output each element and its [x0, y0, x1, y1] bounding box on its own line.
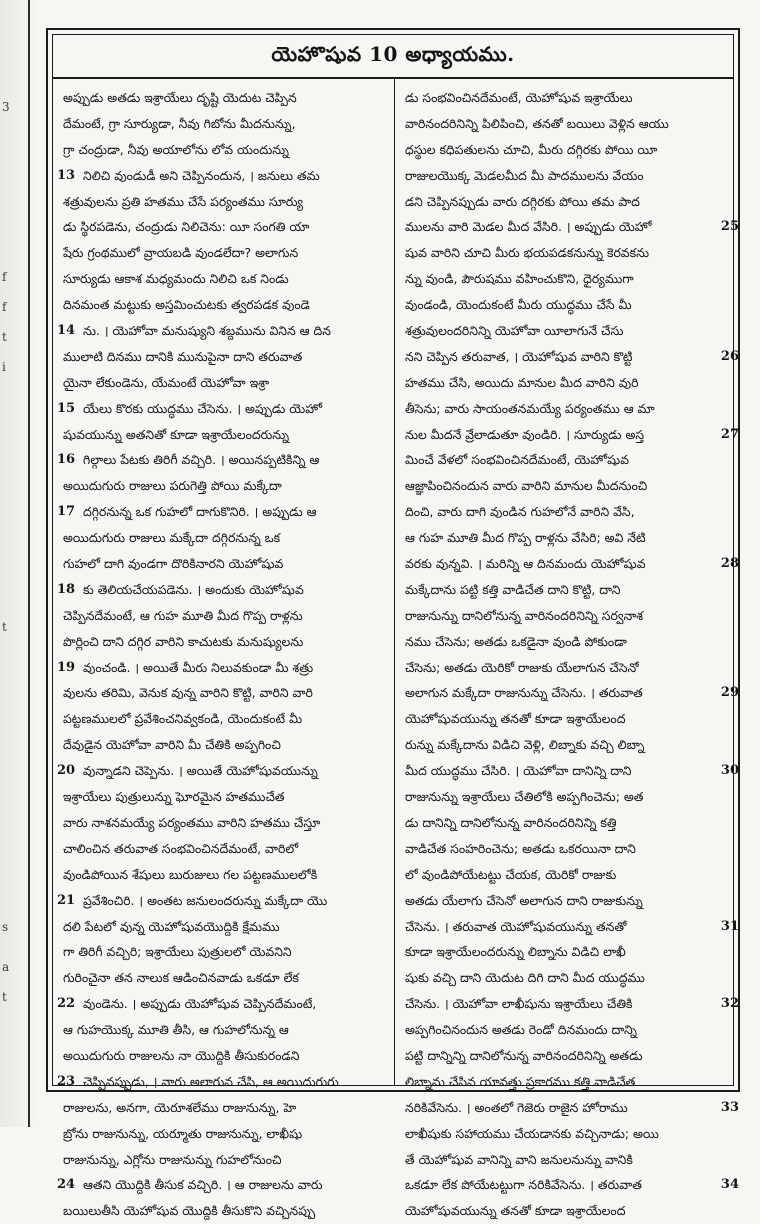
- column-divider: [394, 79, 395, 1085]
- text-line: [405, 965, 725, 991]
- line-text: డు సంభవించినదేమంటే, యెహోషువ ఇశ్రాయేలు: [405, 90, 633, 105]
- line-text: డు దానిన్ని దానిలోనున్న వారినందరినిన్ని కత్తి: [405, 814, 617, 830]
- line-text: చేసెను. । తరువాత యెహోషువయున్ను తనతో: [405, 918, 627, 934]
- line-text: తే యెహోషువ వానిన్ని వాని జనులనున్ను వానికి: [405, 1151, 633, 1167]
- gutter-mark: f: [2, 300, 7, 314]
- line-text: నని చెప్పిన తరువాత, । యెహోషువ వారిని కొట్టి: [405, 348, 633, 364]
- line-text: గా తిరిగీ వచ్చిరి; ఇశ్రాయేలు పుత్రులలో యెవనిని: [63, 944, 292, 960]
- text-line: [405, 732, 725, 758]
- text-line: [63, 1147, 383, 1173]
- line-text: డు స్థిరపడెను, చంద్రుడు నిలిచెను: యీ సంగతి యా: [63, 219, 310, 235]
- line-text: ఇశ్రాయేలు పుత్రులున్ను ఘోరమైన హతముచేత: [63, 789, 285, 805]
- gutter-mark: 3: [2, 100, 10, 114]
- text-line: [405, 447, 725, 473]
- text-line: [405, 914, 739, 940]
- text-line: [405, 784, 725, 810]
- text-line: [405, 163, 725, 189]
- line-text: దేమంటే, గ్రా సూర్యుడా, నీవు గిబోను మీదనున్ను,: [63, 115, 296, 131]
- line-text: వుండెను. । అప్పుడు యెహోషువ చెప్పినదేమంటే,: [83, 996, 317, 1012]
- text-line: [405, 1198, 725, 1224]
- line-text: వుండిపోయిన శేషులు బురుజులు గల పట్టణములలోకి: [63, 866, 318, 882]
- line-text: ఆతని యొద్దికి తీసుక వచ్చిరి. । ఆ రాజులను వారు: [83, 1177, 323, 1193]
- line-text: తీసెను; వారు సాయంతనమయ్యే పర్యంతము ఆ మా: [405, 400, 655, 416]
- line-text: వారినందరినిన్ని పిలిపించి, తనతో బయిలు వెళ్లిన ఆయు: [405, 115, 669, 131]
- verse-number: 24: [57, 1177, 76, 1193]
- line-text: ను. । యెహోవా మనుష్యుని శబ్దమును వినిన ఆ దిన: [83, 323, 331, 339]
- text-line: [405, 1121, 725, 1147]
- line-text: దలి పేటలో వున్న యెహోషువయొద్దికి క్షేమము: [63, 918, 280, 934]
- line-text: లో వుండిపోయేటట్టు చేయక, యెరికో రాజుకు: [405, 866, 617, 882]
- line-text: దినమంత మట్టుకు అస్తమించుటకు త్వరపడక వుండె: [63, 297, 310, 313]
- text-line: [63, 189, 383, 215]
- gutter-mark: i: [2, 360, 6, 374]
- line-text: ప్రవేశించిరి. । అంతట జనులందరున్ను మక్కేదా యొ: [83, 892, 328, 908]
- text-line: [63, 525, 383, 551]
- text-line: [63, 370, 383, 396]
- line-text: చాలించిన తరువాత సంభవించినదేమంటే, వారిలో: [63, 840, 299, 856]
- text-line: [405, 344, 739, 370]
- line-text: మక్కేదాను పట్టి కత్తి వాడిచేత దాని కొట్టి, దాని: [405, 581, 621, 597]
- text-line: [57, 499, 383, 525]
- line-text: రాజునున్ను దానిలోనున్న వారినందరినిన్ని సర్వనాశ: [405, 607, 644, 623]
- gutter-mark: t: [2, 620, 7, 634]
- text-line: [405, 85, 725, 111]
- text-line: [63, 1121, 383, 1147]
- text-line: [405, 137, 725, 163]
- text-line: [405, 240, 725, 266]
- text-line: [63, 1017, 383, 1043]
- line-text: అప్పుడు అతడు ఇశ్రాయేలు దృష్టి యెదుట చెప్పిన: [63, 90, 297, 105]
- line-text: లాఖీషుకు సహాయము చేయడానకు వచ్చినాడు; అయి: [405, 1125, 659, 1141]
- text-line: [63, 836, 383, 862]
- verse-number: 13: [57, 167, 76, 183]
- line-text: శత్రువులను ప్రతి హతము చేసే పర్యంతము సూర్యు: [63, 193, 304, 209]
- line-text: ఆ గుహయొక్క మూతి తీసి, ఆ గుహలోనున్న ఆ: [63, 1022, 289, 1038]
- line-text: యెహోషువయున్ను తనతో కూడా ఇశ్రాయేలంద: [405, 1203, 626, 1219]
- verse-number: 18: [57, 581, 76, 597]
- line-text: షువయున్ను అతనితో కూడా ఇశ్రాయేలందరున్ను: [63, 426, 289, 442]
- text-line: [57, 991, 383, 1017]
- line-text: రాజునున్ను ఇశ్రాయేలు చేతిలోకి అప్పగించెను; అత: [405, 789, 644, 805]
- text-columns: [53, 79, 739, 1219]
- gutter-mark: t: [2, 330, 7, 344]
- page-gutter: [0, 0, 38, 1127]
- line-text: మీద యుద్ధము చేసిరి. । యెహోవా దానిన్ని దాని: [405, 763, 632, 779]
- line-text: నిలిచి వుండుడీ అని చెప్పినందున, । జనులు తమ: [83, 167, 320, 183]
- text-line: [405, 1147, 725, 1173]
- text-line: [63, 422, 383, 448]
- text-line: [57, 163, 383, 189]
- line-text: అలాగున మక్కేదా రాజునున్ను చేసెను. । తరువాత: [405, 685, 643, 701]
- verse-number: 34: [720, 1177, 739, 1193]
- text-line: [57, 447, 383, 473]
- text-line: [63, 240, 383, 266]
- text-line: [63, 810, 383, 836]
- line-text: దించి, వారు దాగి వుండిన గుహలోనే వారిని వేసి,: [405, 504, 635, 520]
- text-line: [405, 577, 725, 603]
- text-line: [57, 1069, 383, 1095]
- text-line: [63, 1095, 383, 1121]
- text-line: [405, 603, 725, 629]
- verse-number: 25: [720, 219, 739, 235]
- line-text: వుంచండి. । అయితే మీరు నిలువకుండా మీ శత్రు: [83, 659, 314, 675]
- text-line: [405, 888, 725, 914]
- line-text: అప్పగించినందున అతడు రెండో దినమందు దాన్ని: [405, 1022, 637, 1038]
- line-text: నుల మీదనే వ్రేలాడుతూ వుండిరి. । సూర్యుడు అస్త: [405, 426, 645, 442]
- text-line: [63, 1043, 383, 1069]
- line-text: చెప్పినప్పుడు, । వారు అలాగున చేసి, ఆ అయిదుగురు: [83, 1073, 339, 1089]
- line-text: గిల్గాలు పేటకు తిరిగీ వచ్చిరి. । అయినప్పటికిన్ని ఆ: [83, 452, 320, 468]
- text-line: [405, 292, 725, 318]
- gutter-mark: a: [2, 960, 10, 974]
- line-text: రాజునున్ను, ఎగ్లోను రాజునున్ను గుహలోనుంచి: [63, 1151, 282, 1167]
- text-line: [405, 266, 725, 292]
- text-line: [63, 1198, 383, 1224]
- text-line: [63, 266, 383, 292]
- text-line: [405, 1095, 739, 1121]
- text-line: [57, 318, 383, 344]
- line-text: ఆ గుహ మూతి మీద గొప్ప రాళ్లను వేసిరి; అవి నేటి: [405, 530, 646, 546]
- text-line: [63, 965, 383, 991]
- gutter-mark: f: [2, 270, 7, 284]
- text-line: [57, 758, 383, 784]
- verse-number: 29: [720, 685, 739, 701]
- line-text: కు తెలియచేయపడెను. । అందుకు యెహోషువ: [83, 581, 304, 597]
- text-line: [405, 1172, 739, 1198]
- line-text: షేరు గ్రంథములో వ్రాయబడి వుండలేదా? అలాగున: [63, 245, 299, 261]
- text-line: [63, 603, 383, 629]
- text-line: [405, 370, 725, 396]
- line-text: రాజులయొక్క మెడలమీద మీ పాదములను వేయం: [405, 167, 644, 183]
- right-column: [405, 85, 739, 1224]
- verse-number: 27: [720, 426, 739, 442]
- line-text: గ్రా చంద్రుడా, నీవు అయాలోను లోవ యందున్ను: [63, 141, 289, 157]
- verse-number: 16: [57, 452, 76, 468]
- verse-number: 17: [57, 504, 76, 520]
- verse-number: 31: [720, 918, 739, 934]
- line-text: పట్టి దాన్నిన్ని దానిలోనున్న వారినందరినిన్ని అతడు: [405, 1047, 643, 1063]
- text-line: [63, 784, 383, 810]
- text-line: [405, 706, 725, 732]
- line-text: వాడిచేత సంహరించెను; అతడు ఒకరయినా దాని: [405, 840, 636, 856]
- verse-number: 15: [57, 400, 76, 416]
- text-line: [405, 422, 739, 448]
- line-text: యెహోషువయున్ను తనతో కూడా ఇశ్రాయేలంద: [405, 711, 626, 727]
- line-text: డని చెప్పినప్పుడు వారు దగ్గిరకు పోయి తమ పాద: [405, 193, 640, 209]
- line-text: గుహలో దాగి వుండగా దొరికినారని యెహోషువ: [63, 556, 284, 572]
- line-text: ఒకడూ లేక పోయేటట్టుగా నరికివేసెను. । తరువాత: [405, 1177, 642, 1193]
- text-line: [405, 836, 725, 862]
- text-line: [57, 577, 383, 603]
- text-line: [405, 318, 725, 344]
- verse-number: 33: [720, 1099, 739, 1115]
- text-line: [63, 344, 383, 370]
- line-text: యైనా లేకుండెను, యేమంటే యెహోవా ఇశ్రా: [63, 374, 270, 390]
- line-text: ఆజ్ఞాపించినందున వారు వారిని మానుల మీదనుంచి: [405, 478, 648, 494]
- text-line: [405, 551, 739, 577]
- text-line: [405, 680, 739, 706]
- line-text: చెప్పినదేమంటే, ఆ గుహ మూతి మీద గొప్ప రాళ్లను: [63, 607, 303, 623]
- text-line: [57, 1172, 383, 1198]
- line-text: రున్ను మక్కేదాను విడిచి వెళ్లి, లిబ్నాకు వచ్చి లిబ్నా: [405, 737, 645, 753]
- verse-number: 23: [57, 1073, 76, 1089]
- page-frame-inner: [52, 34, 739, 1219]
- line-text: అయిదుగురు రాజులు మక్కేదా దగ్గిరనున్న ఒక: [63, 530, 281, 546]
- line-text: షువ వారిని చూచి మీరు భయపడకనున్ను కెరవకను: [405, 245, 650, 261]
- line-text: పొర్లించి దాని దగ్గిర వారిని కాచుటకు మనుష్యులను: [63, 633, 304, 649]
- text-line: [405, 214, 739, 240]
- line-text: పట్టణములలో ప్రవేశించనివ్వకండి, యెందుకంటే మీ: [63, 711, 303, 727]
- text-line: [405, 189, 725, 215]
- line-text: బ్రోను రాజునున్ను, యర్మూతు రాజునున్ను, లాఖీషు: [63, 1125, 303, 1141]
- text-line: [63, 732, 383, 758]
- line-text: వున్నాడని చెప్పెను. । అయితే యెహోషువయున్ను: [83, 763, 318, 779]
- text-line: [63, 551, 383, 577]
- line-text: ములను వారి మెడల మీద వేసిరి. । అప్పుడు యెహో: [405, 219, 652, 235]
- line-text: ములాటి దినము దానికి మునుపైనా దాని తరువాత: [63, 348, 303, 364]
- text-line: [63, 862, 383, 888]
- gutter-mark: s: [2, 920, 9, 934]
- line-text: లిబ్నాను చేసిన యావత్తు ప్రకారము కత్తి వాడిచేత: [405, 1073, 636, 1089]
- text-line: [405, 525, 725, 551]
- text-line: [63, 706, 383, 732]
- text-line: [405, 758, 739, 784]
- text-line: [405, 1069, 725, 1095]
- chapter-header: [53, 35, 733, 79]
- text-line: [405, 111, 725, 137]
- text-line: [63, 111, 383, 137]
- chapter-title: యెహొషువ 10 అధ్యాయము.: [271, 41, 515, 66]
- verse-number: 26: [720, 348, 739, 364]
- text-line: [63, 680, 383, 706]
- gutter-rule: [28, 0, 30, 1127]
- text-line: [63, 292, 383, 318]
- text-line: [63, 214, 383, 240]
- verse-number: 30: [720, 763, 739, 779]
- text-line: [405, 862, 725, 888]
- verse-number: 19: [57, 659, 76, 675]
- gutter-mark: t: [2, 990, 7, 1004]
- verse-number: 28: [720, 556, 739, 572]
- line-text: ధస్థుల కధిపతులను చూచి, మీరు దగ్గిరకు పోయి యీ: [405, 141, 658, 157]
- line-text: షుకు వచ్చి దాని యెదుట దిగి దాని మీద యుద్ధము: [405, 970, 645, 986]
- verse-number: 22: [57, 996, 76, 1012]
- line-text: చేసెను; అతడు యెరికో రాజుకు యేలాగున చేసెనో: [405, 659, 639, 675]
- text-line: [63, 939, 383, 965]
- text-line: [63, 629, 383, 655]
- line-text: అయిదుగురు రాజులు పరుగెత్తి పోయి మక్కేదా: [63, 478, 282, 494]
- text-line: [63, 914, 383, 940]
- line-text: న్ను వుండి, పౌరుషము వహించుకొని, ధైర్యముగా: [405, 271, 634, 287]
- text-line: [405, 1017, 725, 1043]
- line-text: అయిదుగురు రాజులను నా యొద్దికి తీసుకురండని: [63, 1047, 300, 1063]
- text-line: [57, 888, 383, 914]
- line-text: అతడు యేలాగు చేసెనో అలాగున దాని రాజుకున్ను: [405, 892, 643, 908]
- line-text: సూర్యుడు ఆకాశ మధ్యమందు నిలిచి ఒక నిండు: [63, 271, 289, 287]
- line-text: నరికివేసెను. । అంతలో గెజెరు రాజైన హోరాము: [405, 1099, 628, 1115]
- line-text: యేలు కొరకు యుద్ధము చేసెను. । అప్పుడు యెహో: [83, 400, 322, 416]
- line-text: కూడా ఇశ్రాయేలందరున్ను లిబ్నాను విడిచి లాఖీ: [405, 944, 626, 960]
- text-line: [405, 939, 725, 965]
- line-text: మించే వేళలో సంభవించినదేమంటే, యెహోషువ: [405, 452, 630, 468]
- verse-number: 32: [720, 996, 739, 1012]
- line-text: వరకు వున్నవి. । మరిన్ని ఆ దినమందు యెహోషువ: [405, 556, 646, 572]
- text-line: [405, 473, 725, 499]
- line-text: నము చేసెను; అతడు ఒకడైనా వుండి పోకుండా: [405, 633, 627, 649]
- text-line: [63, 137, 383, 163]
- text-line: [63, 473, 383, 499]
- page-frame: [46, 28, 740, 1219]
- line-text: గురించైనా తన నాలుక ఆడించినవాడు ఒకడూ లేక: [63, 970, 299, 986]
- verse-number: 20: [57, 763, 76, 779]
- line-text: దేవుడైన యెహోవా వారిని మీ చేతికి అప్పగించి: [63, 737, 281, 753]
- text-line: [405, 499, 725, 525]
- text-line: [405, 655, 725, 681]
- line-text: వులను తరిమి, వెనుక వున్న వారిని కొట్టి, వారిని వారి: [63, 685, 313, 701]
- line-text: వుండండి, యెందుకంటే మీరు యుద్ధము చేసే మీ: [405, 297, 632, 313]
- line-text: శత్రువులందరినిన్ని యెహోవా యీలాగునే చేసు: [405, 323, 624, 339]
- text-line: [57, 396, 383, 422]
- line-text: రాజులను, అనగా, యెరూశలేము రాజునున్ను, హె: [63, 1099, 297, 1115]
- line-text: దగ్గిరనున్న ఒక గుహలో దాగుకొనిరి. । అప్పుడు ఆ: [83, 504, 317, 520]
- line-text: బయిలుతీసి యెహోషువ యొద్దికి తీసుకొని వచ్చినప్పు: [63, 1203, 316, 1219]
- text-line: [405, 1043, 725, 1069]
- text-line: [405, 991, 739, 1017]
- line-text: వారు నాశనమయ్యే పర్యంతము వారిని హతము చేస్తూ: [63, 814, 321, 830]
- line-text: హతము చేసి, అయిదు మానుల మీద వారిని వురి: [405, 374, 639, 390]
- text-line: [405, 629, 725, 655]
- verse-number: 14: [57, 323, 76, 339]
- text-line: [63, 85, 383, 111]
- left-column: [57, 85, 383, 1224]
- text-line: [405, 810, 725, 836]
- verse-number: 21: [57, 892, 76, 908]
- line-text: చేసెను. । యెహోవా లాఖీషును ఇశ్రాయేలు చేతికి: [405, 996, 633, 1012]
- text-line: [405, 396, 725, 422]
- text-line: [57, 655, 383, 681]
